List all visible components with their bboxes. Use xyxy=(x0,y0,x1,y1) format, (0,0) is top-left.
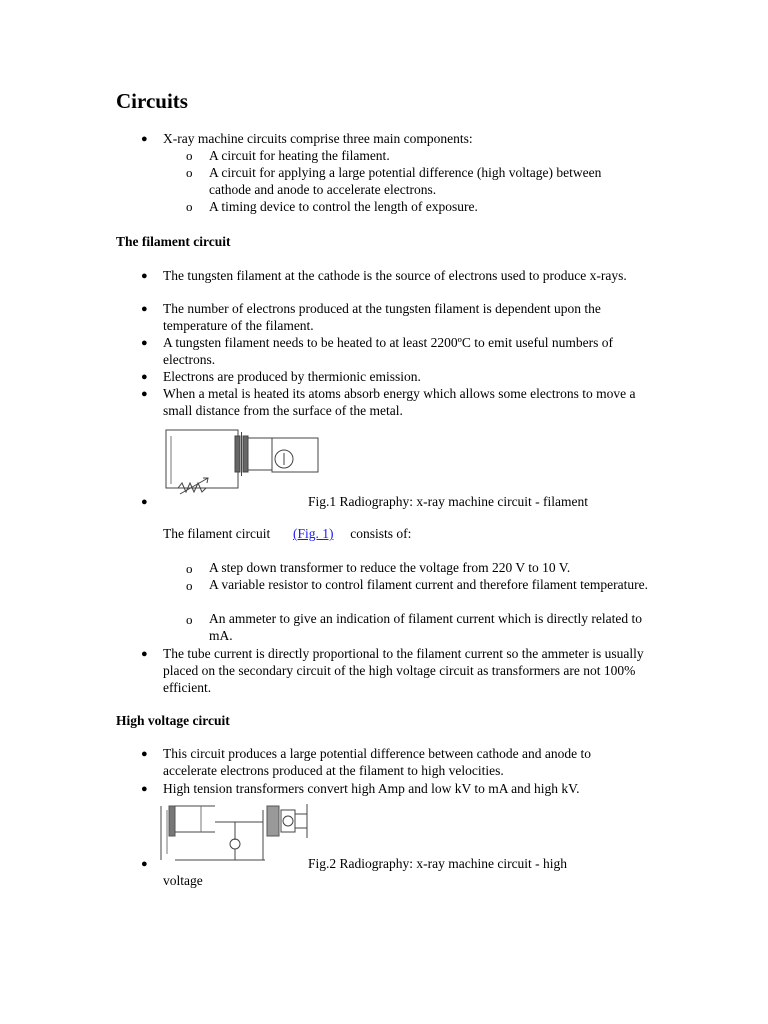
filament-bullet: The number of electrons produced at the tungsten filament is dependent upon the temperature of the filament. xyxy=(163,301,601,333)
intro-sub-item: A timing device to control the length of exposure. xyxy=(209,199,478,214)
consists-suffix: consists of: xyxy=(350,526,412,541)
sub-bullet-marker: o xyxy=(186,165,193,180)
consists-prefix: The filament circuit xyxy=(163,526,271,541)
fig1-link[interactable]: (Fig. 1) xyxy=(292,526,334,541)
high-voltage-bullet: High tension transformers convert high Amp and low kV to mA and high kV. xyxy=(163,781,580,796)
filament-bullet: Electrons are produced by thermionic emission. xyxy=(163,369,421,384)
sub-bullet-marker: o xyxy=(186,561,193,576)
bullet-dot: ● xyxy=(141,496,148,508)
bullet-dot: ● xyxy=(141,303,148,315)
filament-after-bullet: The tube current is directly proportional to the filament current so the ammeter is usually placed on the secondary circuit of the high voltage circuit as transformers are not 100% efficient. xyxy=(163,646,644,695)
filament-circuit-figure xyxy=(162,426,322,496)
high-voltage-bullet: This circuit produces a large potential difference between cathode and anode to accelerate electrons produced at the filament to high velocities. xyxy=(163,746,591,778)
bullet-dot: ● xyxy=(141,783,148,795)
filament-heading: The filament circuit xyxy=(116,234,231,249)
sub-bullet-marker: o xyxy=(186,148,193,163)
high-voltage-heading: High voltage circuit xyxy=(116,713,230,728)
bullet-dot: ● xyxy=(141,748,148,760)
sub-bullet-marker: o xyxy=(186,612,193,627)
sub-bullet-marker: o xyxy=(186,578,193,593)
intro-bullet-text: X-ray machine circuits comprise three main components: xyxy=(163,131,473,146)
bullet-dot: ● xyxy=(141,133,148,145)
filament-sub-item: A variable resistor to control filament current and therefore filament temperature. xyxy=(209,577,648,592)
filament-bullet: The tungsten filament at the cathode is the source of electrons used to produce x-rays. xyxy=(163,268,627,283)
page-title: Circuits xyxy=(116,89,188,113)
bullet-dot: ● xyxy=(141,270,148,282)
filament-bullet: When a metal is heated its atoms absorb energy which allows some electrons to move a small distance from the surface of the metal. xyxy=(163,386,636,418)
filament-sub-item: An ammeter to give an indication of filament current which is directly related to mA. xyxy=(209,611,642,643)
bullet-dot: ● xyxy=(141,388,148,400)
fig2-caption-line1: Fig.2 Radiography: x-ray machine circuit - high xyxy=(308,856,568,871)
intro-sub-item: A circuit for heating the filament. xyxy=(209,148,390,163)
intro-sub-item: A circuit for applying a large potential difference (high voltage) between cathode and anode to accelerate electrons. xyxy=(209,165,602,197)
bullet-dot: ● xyxy=(141,371,148,383)
sub-bullet-marker: o xyxy=(186,199,193,214)
filament-sub-item: A step down transformer to reduce the voltage from 220 V to 10 V. xyxy=(209,560,571,575)
high-voltage-circuit-figure xyxy=(155,802,315,864)
bullet-dot: ● xyxy=(141,858,148,870)
bullet-dot: ● xyxy=(141,337,148,349)
filament-bullet: A tungsten filament needs to be heated to at least 2200ºC to emit useful numbers of electrons. xyxy=(163,335,613,367)
fig2-caption-line2: voltage xyxy=(163,873,203,888)
bullet-dot: ● xyxy=(141,648,148,660)
filament-consists-line xyxy=(163,525,443,542)
fig1-caption: Fig.1 Radiography: x-ray machine circuit - filament xyxy=(308,494,589,509)
